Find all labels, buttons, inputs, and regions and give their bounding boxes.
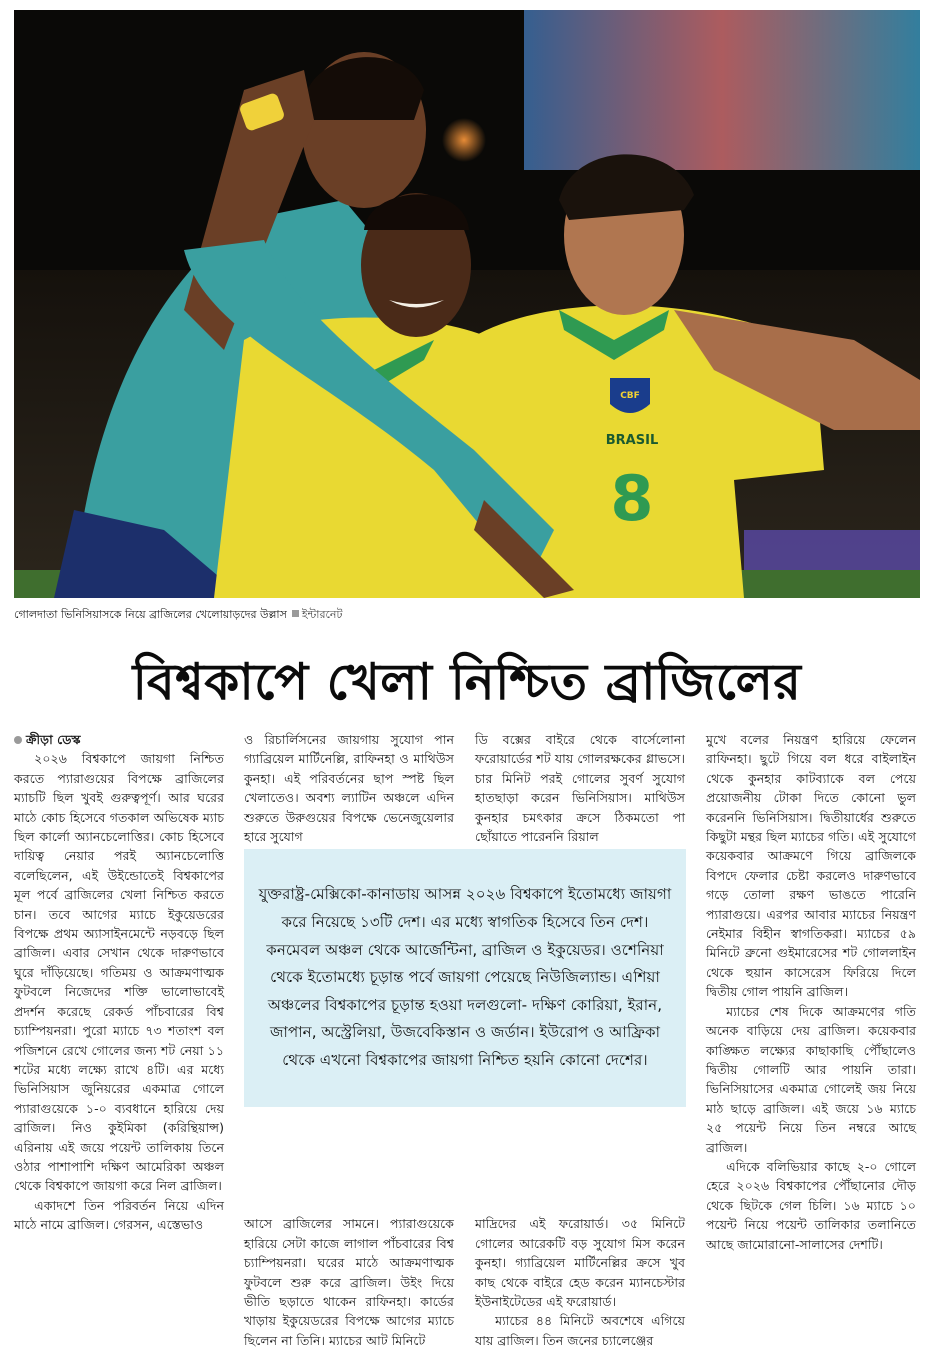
celebration-illustration: [14, 10, 920, 598]
paragraph: আসে ব্রাজিলের সামনে। প্যারাগুয়েকে হারিয়ে সেটা কাজে লাগাল পাঁচবারের বিশ্ব চ্যাম্পিয়নরা। ঘরের মাঠে আক্রমণাত্মক ফুটবলে শুরু করে ব্রাজিল। উইং দিয়ে ভীতি ছড়াতে থাকেন রাফিনহা। কার্ডের খাড়ায় ইকুয়েডরের বিপক্ষে আগের ম্যাচে ছিলেন না তিনি। ম্যাচের আট মিনিটে: [244, 1216, 454, 1348]
highlight-text: যুক্তরাষ্ট্র-মেক্সিকো-কানাডায় আসন্ন ২০২৬ বিশ্বকাপে ইতোমধ্যে জায়গা করে নিয়েছে ১৩টি দেশ। এর মধ্যে স্বাগতিক হিসেবে তিন দেশ। কনমেবল অঞ্চল থেকে আর্জেন্টিনা, ব্রাজিল ও ইকুয়েডর। ওশেনিয়া থেকে ইতোমধ্যে চূড়ান্ত পর্বে জায়গা পেয়েছে নিউজিল্যান্ড। এশিয়া অঞ্চলের বিশ্বকাপের চূড়ান্ত হওয়া দলগুলো- দক্ষিণ কোরিয়া, ইরান, জাপান, অস্ট্রেলিয়া, উজবেকিস্তান ও জর্ডান। ইউরোপ ও আফ্রিকা থেকে এখনো বিশ্বকাপের জায়গা নিশ্চিত হয়নি কোনো দেশের।: [258, 885, 672, 1069]
caption-text: গোলদাতা ভিনিসিয়াসকে নিয়ে ব্রাজিলের খেলোয়াড়দের উল্লাস: [14, 608, 287, 621]
paragraph: ২০২৬ বিশ্বকাপে জায়গা নিশ্চিত করতে প্যারাগুয়ের বিপক্ষে ব্রাজিলের ম্যাচটি ছিল খুবই গুরুত্বপূর্ণ। আর ঘরের মাঠে কোচ হিসেবে গতকাল অভিষেক ম্যাচ ছিল কার্লো অ্যানচেলোত্তির। কোচ হিসেবে দায়িত্ব নেয়ার পরই অ্যানচেলোত্তি বলেছিলেন, এই উইন্ডোতেই বিশ্বকাপের মূল পর্বে ব্রাজিলের খেলা নিশ্চিত করতে চান। তবে আগের ম্যাচে ইকুয়েডরের বিপক্ষে প্রথম অ্যাসাইনমেন্টে নড়বড়ে ছিল ব্রাজিল। এবার সেখান থেকে দারুণভাবে ঘুরে দাঁড়িয়েছে। গতিময় ও আক্রমণাত্মক ফুটবলে নিজেদের শক্তি ভালোভাবেই প্রদর্শন করেছে রেকর্ড পাঁচবারের বিশ্ব চ্যাম্পিয়নরা। পুরো ম্যাচে ৭৩ শতাংশ বল পজিশনে রেখে গোলের জন্য শট নেয়া ১১ শটের মধ্যে লক্ষ্যে রাখে ৪টি। এর মধ্যে ভিনিসিয়াস জুনিয়রের একমাত্র গোলে প্যারাগুয়েকে ১-০ ব্যবধানে হারিয়ে দেয় ব্রাজিল। নিও কুইমিকা (করিন্থিয়ান্স) এরিনায় এই জয়ে পয়েন্ট তালিকায় তিনে ওঠার পাশাপাশি দক্ষিণ আমেরিকা অঞ্চল থেকে বিশ্বকাপে জায়গা করে নিল ব্রাজিল।: [14, 751, 224, 1194]
byline-text: ক্রীড়া ডেস্ক: [26, 732, 81, 747]
hero-photo: [14, 10, 920, 598]
caption-separator-icon: [292, 610, 299, 617]
highlight-box: [244, 849, 686, 1107]
article-column-4: [706, 730, 916, 1270]
paragraph: মুখে বলের নিয়ন্ত্রণ হারিয়ে ফেলেন রাফিনহা। ছুটে গিয়ে বল ধরে বাইলাইন থেকে কুনহার কাটব্যাকে বল পেয়ে প্রয়োজনীয় টোকা দিতে কোনো ভুল করেননি ভিনিসিয়াস। দ্বিতীয়ার্ধের শুরুতে কিছুটা মন্থর ছিল ম্যাচের গতি। এই সুযোগে কয়েকবার আক্রমণে গিয়ে ব্রাজিলকে বিপদে ফেলার চেষ্টা করলেও দারুণভাবে গড়ে তোলা রক্ষণ ভাঙতে পারেনি প্যারাগুয়ে। এরপর আবার ম্যাচের নিয়ন্ত্রণ নেইমার বিহীন স্বাগতিকরা। ম্যাচের ৫৯ মিনিটে ব্রুনো গুইমারেসের শট গোললাইন থেকে হুয়ান কাসেরেস ফিরিয়ে দিলে দ্বিতীয় গোল পায়নি ব্রাজিল।: [706, 732, 916, 1000]
headline: বিশ্বকাপে খেলা নিশ্চিত ব্রাজিলের: [132, 652, 802, 711]
photo-caption: [14, 607, 920, 623]
byline: [14, 730, 224, 749]
paragraph: একাদশে তিন পরিবর্তন নিয়ে এদিন মাঠে নামে ব্রাজিল। গেরসন, এস্তেভাও: [14, 1197, 224, 1233]
article-column-1: [14, 730, 224, 1270]
paragraph: ম্যাচের ৪৪ মিনিটে অবশেষে এগিয়ে যায় ব্রাজিল। তিন জনের চ্যালেঞ্জের: [475, 1313, 685, 1348]
cbf-badge-text: CBF: [620, 391, 640, 401]
paragraph: ডি বক্সের বাইরে থেকে বার্সেলোনা ফরোয়ার্ডের শট যায় গোলরক্ষকের গ্লাভসে। চার মিনিট পরই গোলের সুবর্ণ সুযোগ হাতছাড়া করেন ভিনিসিয়াস। মাথিউস কুনহার চমৎকার ক্রসে ঠিকমতো পা ছোঁয়াতে পারেননি রিয়াল: [475, 732, 685, 845]
caption-credit: ইন্টারনেট: [301, 608, 343, 621]
shirt-text: BRASIL: [605, 433, 659, 448]
paragraph: ও রিচার্লিসনের জায়গায় সুযোগ পান গ্যাব্রিয়েল মার্টিনেল্লি, রাফিনহা ও মাথিউস কুনহা। এই পরিবর্তনের ছাপ স্পষ্ট ছিল খেলাতেও। অবশ্য ল্যাটিন অঞ্চলে এদিন শুরুতে উরুগুয়ের বিপক্ষে ভেনেজুয়েলার হারে সুযোগ: [244, 732, 454, 845]
paragraph: মাদ্রিদের এই ফরোয়ার্ড। ৩৫ মিনিটে গোলের আরেকটি বড় সুযোগ মিস করেন কুনহা। গ্যাব্রিয়েল মার্টিনেল্লির ক্রসে খুব কাছ থেকে বাইরে হেড করেন ম্যানচেস্টার ইউনাইটেডের এই ফরোয়ার্ড।: [475, 1216, 685, 1310]
paragraph: এদিকে বলিভিয়ার কাছে ২-০ গোলে হেরে ২০২৬ বিশ্বকাপের পৌঁছানোর দৌড় থেকে ছিটকে গেল চিলি। ১৬ ম্যাচে ১০ পয়েন্ট নিয়ে পয়েন্ট তালিকার তলানিতে আছে জামোরানো-সালাসের দেশটি।: [706, 1158, 916, 1252]
paragraph: ম্যাচের শেষ দিকে আক্রমণের গতি অনেক বাড়িয়ে দেয় ব্রাজিল। কয়েকবার কাঙ্ক্ষিত লক্ষ্যের কাছাকাছি পৌঁছালেও দ্বিতীয় গোলটি আর পায়নি তারা। ভিনিসিয়াসের একমাত্র গোলেই জয় নিয়ে মাঠ ছাড়ে ব্রাজিল। এই জয়ে ১৬ ম্যাচে ২৫ পয়েন্ট নিয়ে তিন নম্বরে আছে ব্রাজিল।: [706, 1003, 916, 1155]
jersey-number: 8: [610, 462, 654, 535]
bullet-icon: [14, 736, 22, 744]
